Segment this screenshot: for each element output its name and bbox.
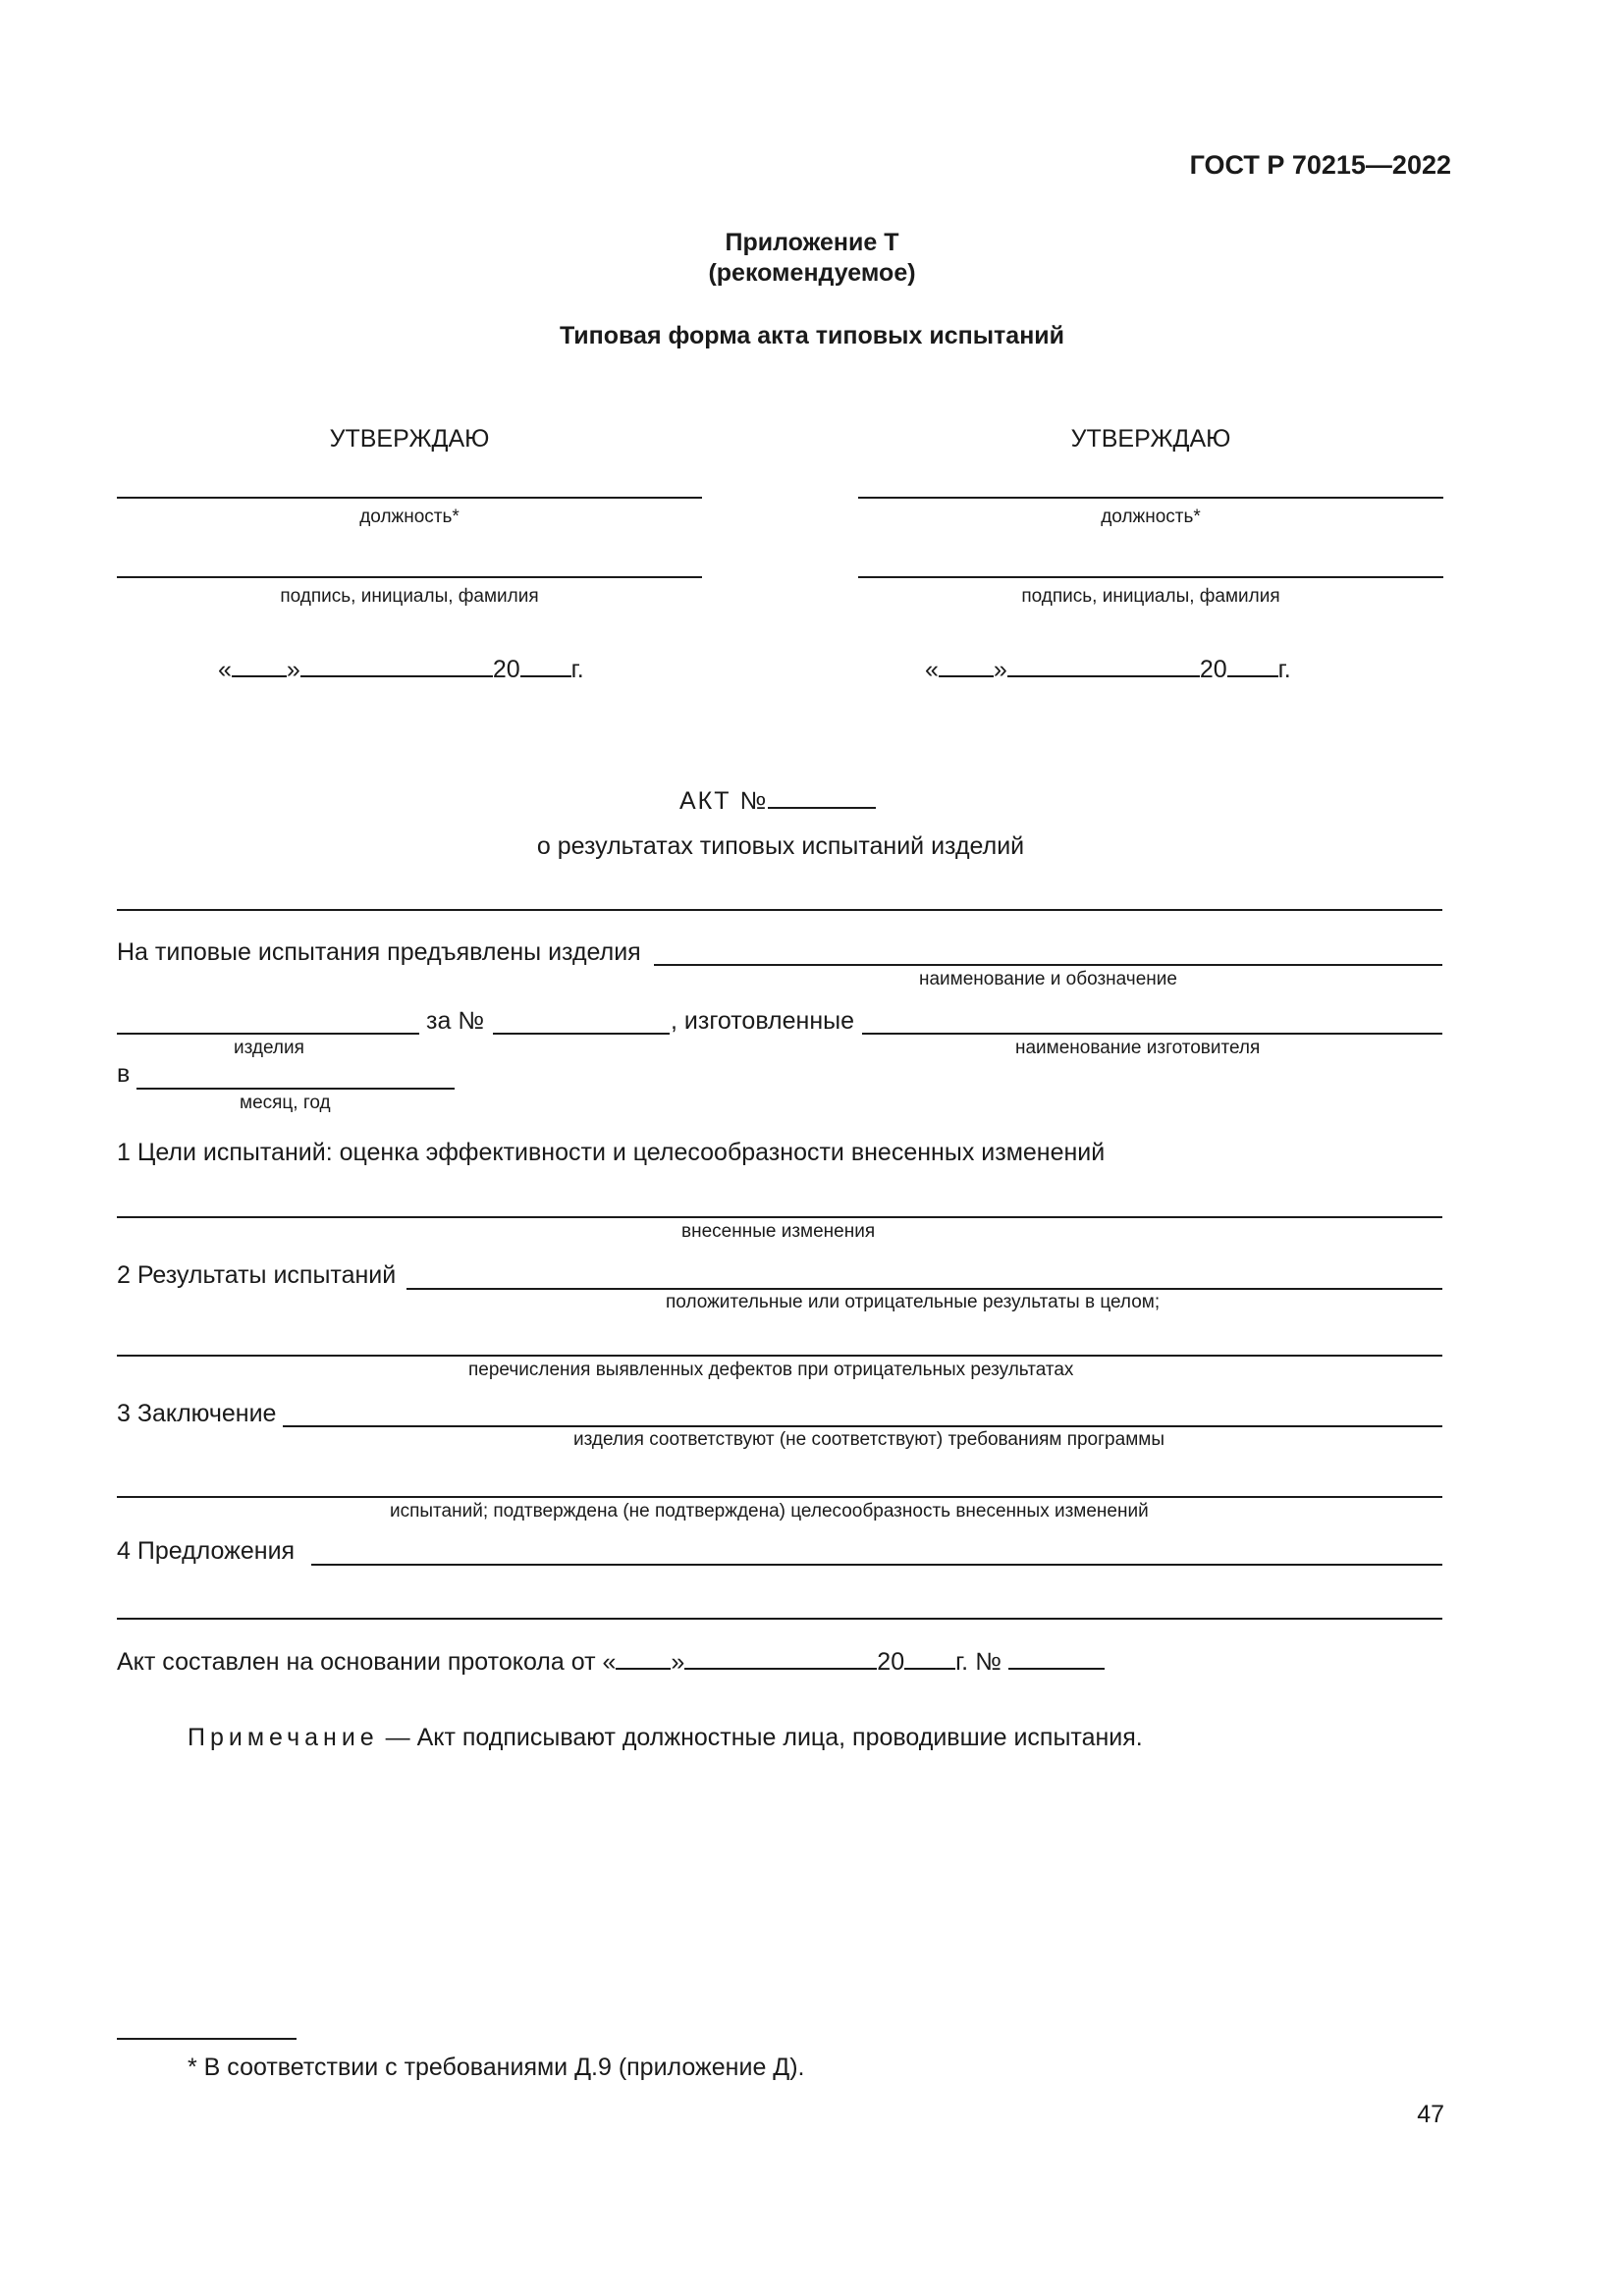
date-right: « » 20 г. bbox=[925, 656, 1291, 683]
standard-number: ГОСТ Р 70215—2022 bbox=[1189, 150, 1451, 180]
note-label: Примечание bbox=[188, 1724, 379, 1751]
position-line-left bbox=[117, 497, 702, 499]
act-subtitle: о результатах типовых испытаний изделий bbox=[536, 832, 1025, 860]
items-line bbox=[117, 1033, 419, 1035]
act-heading-rule bbox=[117, 909, 1442, 911]
proposals-line bbox=[311, 1564, 1442, 1566]
proposals-line-2 bbox=[117, 1618, 1442, 1620]
name-caption: наименование и обозначение bbox=[919, 969, 1177, 989]
signature-caption-right: подпись, инициалы, фамилия bbox=[1021, 586, 1280, 607]
conclusion-caption-1: изделия соответствуют (не соответствуют) требованиям программы bbox=[573, 1429, 1164, 1450]
defects-line bbox=[117, 1355, 1442, 1357]
changes-line bbox=[117, 1216, 1442, 1218]
form-title: Типовая форма акта типовых испытаний bbox=[559, 322, 1065, 349]
results-caption: положительные или отрицательные результаты в целом; bbox=[666, 1292, 1161, 1312]
approve-right-heading: УТВЕРЖДАЮ bbox=[1070, 425, 1231, 453]
presented-label: На типовые испытания предъявлены изделия bbox=[117, 938, 641, 966]
protocol-line: Акт составлен на основании протокола от « » 20 г. № bbox=[117, 1646, 1105, 1677]
signature-line-right bbox=[858, 576, 1443, 578]
date-left: « » 20 г. bbox=[218, 656, 584, 683]
position-caption-right: должность* bbox=[1101, 507, 1201, 527]
signature-caption-left: подпись, инициалы, фамилия bbox=[280, 586, 539, 607]
conclusion-line-2 bbox=[117, 1496, 1442, 1498]
page-number: 47 bbox=[1417, 2101, 1444, 2128]
approve-left-heading: УТВЕРЖДАЮ bbox=[329, 425, 490, 453]
number-line bbox=[493, 1033, 670, 1035]
position-line-right bbox=[858, 497, 1443, 499]
manufacturer-line bbox=[862, 1033, 1442, 1035]
manufactured-label: , изготовленные bbox=[671, 1007, 854, 1035]
appendix-status: (рекомендуемое) bbox=[708, 259, 916, 287]
act-title: АКТ № bbox=[679, 785, 876, 816]
goals-text: 1 Цели испытаний: оценка эффективности и целесообразности внесенных изменений bbox=[117, 1139, 1106, 1166]
conclusion-caption-2: испытаний; подтверждена (не подтверждена) целесообразность внесенных изменений bbox=[390, 1501, 1149, 1522]
results-label: 2 Результаты испытаний bbox=[117, 1261, 397, 1289]
appendix-title: Приложение Т bbox=[725, 229, 899, 256]
note-text: — Акт подписывают должностные лица, проводившие испытания. bbox=[378, 1724, 1143, 1751]
signature-line-left bbox=[117, 576, 702, 578]
in-label: в bbox=[117, 1060, 131, 1088]
defects-caption: перечисления выявленных дефектов при отрицательных результатах bbox=[468, 1360, 1074, 1380]
changes-caption: внесенные изменения bbox=[681, 1221, 876, 1242]
manufacturer-caption: наименование изготовителя bbox=[1015, 1038, 1261, 1058]
note bbox=[188, 1724, 1143, 1752]
month-caption: месяц, год bbox=[240, 1093, 331, 1113]
for-no-label: за № bbox=[426, 1007, 485, 1035]
proposals-label: 4 Предложения bbox=[117, 1537, 296, 1565]
footnote-text: * В соответствии с требованиями Д.9 (приложение Д). bbox=[188, 2054, 805, 2081]
conclusion-line bbox=[283, 1425, 1442, 1427]
footnote-rule bbox=[117, 2038, 297, 2040]
conclusion-label: 3 Заключение bbox=[117, 1400, 277, 1427]
results-line bbox=[406, 1288, 1442, 1290]
items-caption: изделия bbox=[234, 1038, 304, 1058]
month-line bbox=[136, 1088, 455, 1090]
presented-line bbox=[654, 964, 1442, 966]
position-caption-left: должность* bbox=[359, 507, 460, 527]
